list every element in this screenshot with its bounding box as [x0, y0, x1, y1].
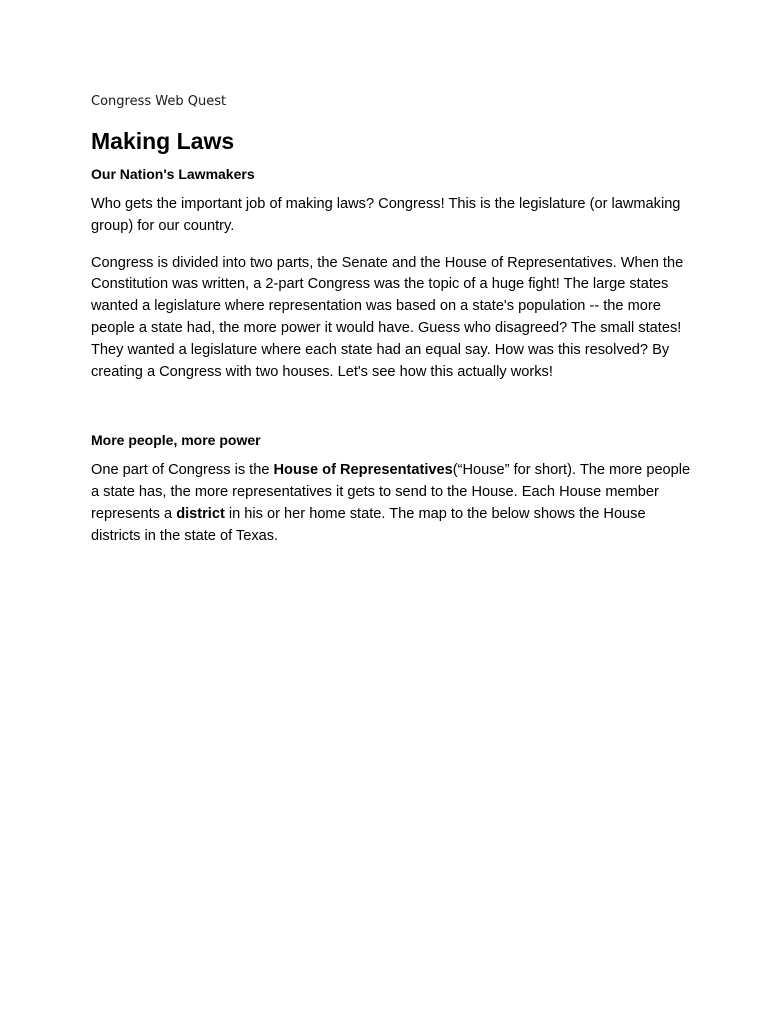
section-heading-lawmakers: Our Nation's Lawmakers: [91, 166, 255, 182]
paragraph-house-text-2: (“House” for short). The more people a state has, the more representatives it gets to send to the House. Each House member represents a: [91, 462, 691, 522]
paragraph-house-text-1: One part of Congress is the: [91, 462, 274, 479]
paragraph-two-parts: Congress is divided into two parts, the Senate and the House of Representatives. When the Constitution was written, a 2-part Congress was the topic of a huge fight! The large states wanted a legislature where representation was based on a state's population -- the more people a state had, the more power it would have. Guess who disagreed? The small states! They wanted a legislature where each state had an equal say. How was this resolved? By creating a Congress with two houses. Let's see how this actually works!: [91, 254, 684, 380]
page-title: Making Laws: [91, 128, 235, 154]
paragraph-house: [91, 460, 691, 547]
document-header: Congress Web Quest: [91, 94, 227, 109]
document-page: [91, 93, 691, 548]
house-of-representatives-term: House of Representatives: [273, 462, 453, 479]
paragraph-intro: Who gets the important job of making laws? Congress! This is the legislature (or lawmaking group) for our country.: [91, 196, 681, 234]
paragraph-house-text-3: in his or her home state. The map to the below shows the House districts in the state of Texas.: [91, 505, 646, 544]
section-heading-more-power: More people, more power: [91, 432, 261, 449]
district-term: district: [176, 505, 225, 522]
